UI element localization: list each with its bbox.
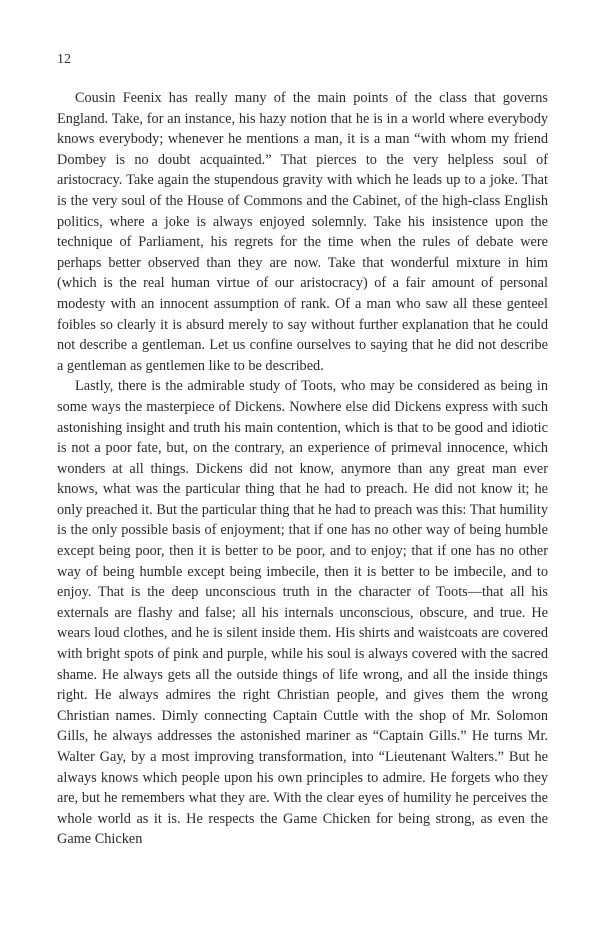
- body-text: [57, 88, 548, 850]
- paragraph: Lastly, there is the admirable study of Toots, who may be considered as being in some ways the masterpiece of Dickens. Nowhere else did Dickens express with such astonishing insight and truth his main contention, which is that to be good and idiotic is not a poor fate, but, on the contrary, an experience of primeval innocence, which wonders at all things. Dickens did not know, anymore than any great man ever knows, what was the particular thing that he had to preach. He did not know it; he only preached it. But the particular thing that he had to preach was this: That humility is the only possible basis of enjoyment; that if one has no other way of being humble except being poor, then it is better to be poor, and to enjoy; that if one has no other way of being humble except being imbecile, then it is better to be imbecile, and to enjoy. That is the deep unconscious truth in the character of Toots—that all his externals are flashy and false; all his internals unconscious, obscure, and true. He wears loud clothes, and he is silent inside them. His shirts and waistcoats are covered with bright spots of pink and purple, while his soul is always covered with the sacred shame. He always gets all the outside things of life wrong, and all the inside things right. He always admires the right Christian people, and gives them the wrong Christian names. Dimly connecting Captain Cuttle with the shop of Mr. Solomon Gills, he always addresses the astonished mariner as “Captain Gills.” He turns Mr. Walter Gay, by a most improving transformation, into “Lieutenant Walters.” But he always knows which people upon his own principles to admire. He forgets who they are, but he remembers what they are. With the clear eyes of humility he perceives the whole world as it is. He respects the Game Chicken for being strong, as even the Game Chicken: [57, 378, 548, 848]
- paragraph: Cousin Feenix has really many of the main points of the class that governs England. Take, for an instance, his hazy notion that he is in a world where everybody knows everybody; whenever he mentions a man, it is a man “with whom my friend Dombey is no doubt acquainted.” That pierces to the very helpless soul of aristocracy. Take again the stupendous gravity with which he leads up to a joke. That is the very soul of the House of Commons and the Cabinet, of the high-class English politics, where a joke is always enjoyed solemnly. Take his insistence upon the technique of Parliament, his regrets for the time when the rules of debate were perhaps better observed than they are now. Take that wonderful mixture in him (which is the real human virtue of our aristocracy) of a fair amount of personal modesty with an innocent assumption of rank. Of a man who saw all these genteel foibles so clearly it is absurd merely to say without further explanation that he could not describe a gentleman. Let us confine ourselves to saying that he did not describe a gentleman as gentlemen like to be described.: [57, 90, 548, 374]
- page-number: 12: [57, 52, 71, 67]
